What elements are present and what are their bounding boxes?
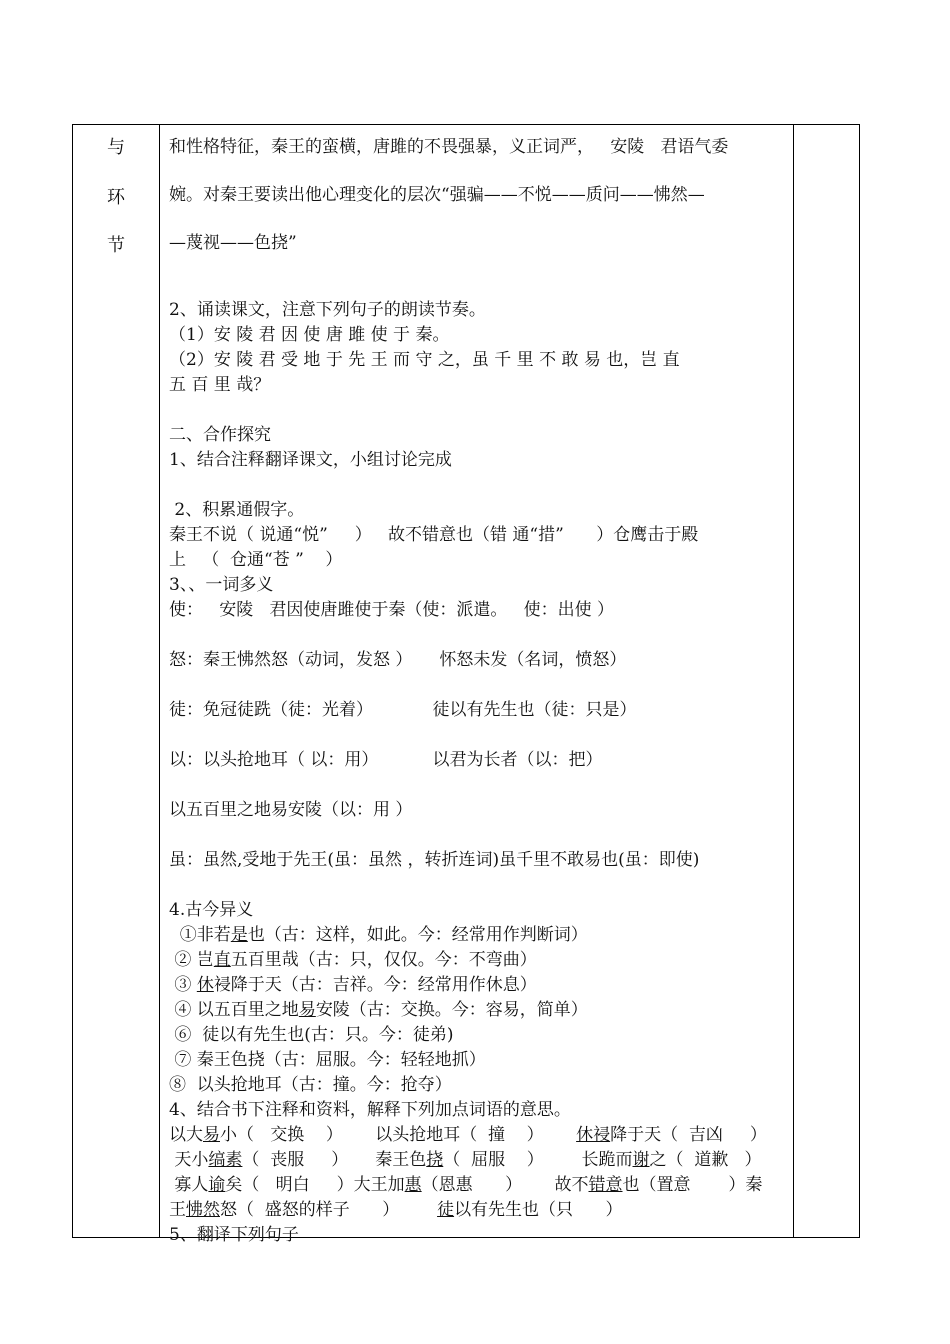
left-label-char: 环: [107, 187, 125, 208]
content-line: （2）安 陵 君 受 地 于 先 王 而 守 之，虽 千 里 不 敢 易 也，岂 直: [169, 350, 680, 370]
explain-line: 寡人谕矣（ 明白 ）大王加惠（恩惠 ） 故不错意也（置意 ）秦: [169, 1175, 763, 1195]
left-label-char: 节: [107, 235, 125, 256]
underlined-word: 易: [203, 1125, 220, 1145]
underlined-word: 惠: [404, 1175, 422, 1195]
gujin-item: ② 岂直五百里哉（古：只，仅仅。今：不弯曲）: [169, 950, 537, 970]
content-line: 和性格特征，秦王的蛮横，唐雎的不畏强暴，义正词严， 安陵 君语气委: [169, 137, 729, 157]
gujin-item: ⑥ 徒以有先生也(古：只。今：徒弟): [169, 1025, 454, 1045]
gujin-item: ③ 休祲降于天（古：吉祥。今：经常用作休息）: [169, 975, 537, 995]
underlined-word: 休: [196, 975, 214, 995]
gujin-item: ⑧ 以头抢地耳（古：撞。今：抢夺）: [169, 1075, 452, 1095]
explain-line: 王怫然怒（ 盛怒的样子 ） 徒以有先生也（只 ）: [169, 1200, 623, 1220]
underlined-word: 谕: [208, 1175, 226, 1195]
underlined-word: 易: [298, 1000, 316, 1020]
column-divider-left: [159, 125, 160, 1237]
underlined-word: 缟素: [208, 1150, 243, 1170]
content-line: （1）安 陵 君 因 使 唐 雎 使 于 秦。: [169, 325, 450, 345]
underlined-word: 错意: [588, 1175, 623, 1195]
content-line: 徒：免冠徒跣（徒：光着） 徒以有先生也（徒：只是）: [169, 700, 637, 720]
content-line: 虽：虽然,受地于先王(虽：虽然 ，转折连词)虽千里不敢易也(虽：即使): [169, 850, 700, 870]
content-line: 1、结合注释翻译课文，小组讨论完成: [169, 450, 452, 470]
content-line: 五 百 里 哉？: [169, 375, 271, 395]
gujin-item: ①非若是也（古：这样，如此。今：经常用作判断词）: [169, 925, 588, 945]
content-line: 以五百里之地易安陵（以：用 ）: [169, 800, 413, 820]
explain-line: 以大易小（ 交换 ） 以头抢地耳（ 撞 ） 休祲降于天（ 吉凶 ）: [169, 1125, 767, 1145]
content-line: 以：以头抢地耳（ 以：用） 以君为长者（以：把）: [169, 750, 603, 770]
underlined-word: 休祲: [576, 1125, 611, 1145]
task5-title: 5、翻译下列句子: [169, 1225, 299, 1245]
lesson-table: [72, 124, 860, 1245]
content-line: 上 （ 仓通“苍 ” ）: [169, 550, 343, 570]
gujin-item: ⑦ 秦王色挠（古：屈服。今：轻轻地抓）: [169, 1050, 486, 1070]
content-line: 怒：秦王怫然怒（动词，发怒 ） 怀怒未发（名词，愤怒）: [169, 650, 627, 670]
underlined-word: 挠: [426, 1150, 444, 1170]
gujin-item: ④ 以五百里之地易安陵（古：交换。今：容易，简单）: [169, 1000, 588, 1020]
left-label-char: 与: [107, 137, 125, 158]
content-line: 秦王不说（ 说通“悦” ） 故不错意也（错 通“措” ）仓鹰击于殿: [169, 525, 699, 545]
explain-line: 天小缟素（ 丧服 ） 秦王色挠（ 屈服 ） 长跪而谢之（ 道歉 ）: [169, 1150, 762, 1170]
underlined-word: 徒: [437, 1200, 455, 1220]
content-line: 使： 安陵 君因使唐雎使于秦（使：派遣。 使：出使 ）: [169, 600, 615, 620]
underlined-word: 直: [213, 950, 231, 970]
content-line: 3、、一词多义: [169, 575, 274, 595]
content-line: 2、积累通假字。: [169, 500, 305, 520]
underlined-word: 怫然: [186, 1200, 220, 1220]
content-line: 4.古今异义: [169, 900, 254, 920]
column-divider-right: [793, 125, 794, 1237]
task4-title: 4、结合书下注释和资料，解释下列加点词语的意思。: [169, 1100, 571, 1120]
content-line: 二、合作探究: [169, 425, 271, 445]
underlined-word: 谢: [632, 1150, 650, 1170]
content-line: 2、诵读课文，注意下列句子的朗读节奏。: [169, 300, 486, 320]
underlined-word: 是: [230, 925, 248, 945]
content-line: 婉。对秦王要读出他心理变化的层次“强骗——不悦——质问——怫然—: [169, 185, 705, 205]
content-line: —蔑视——色挠”: [169, 233, 297, 253]
